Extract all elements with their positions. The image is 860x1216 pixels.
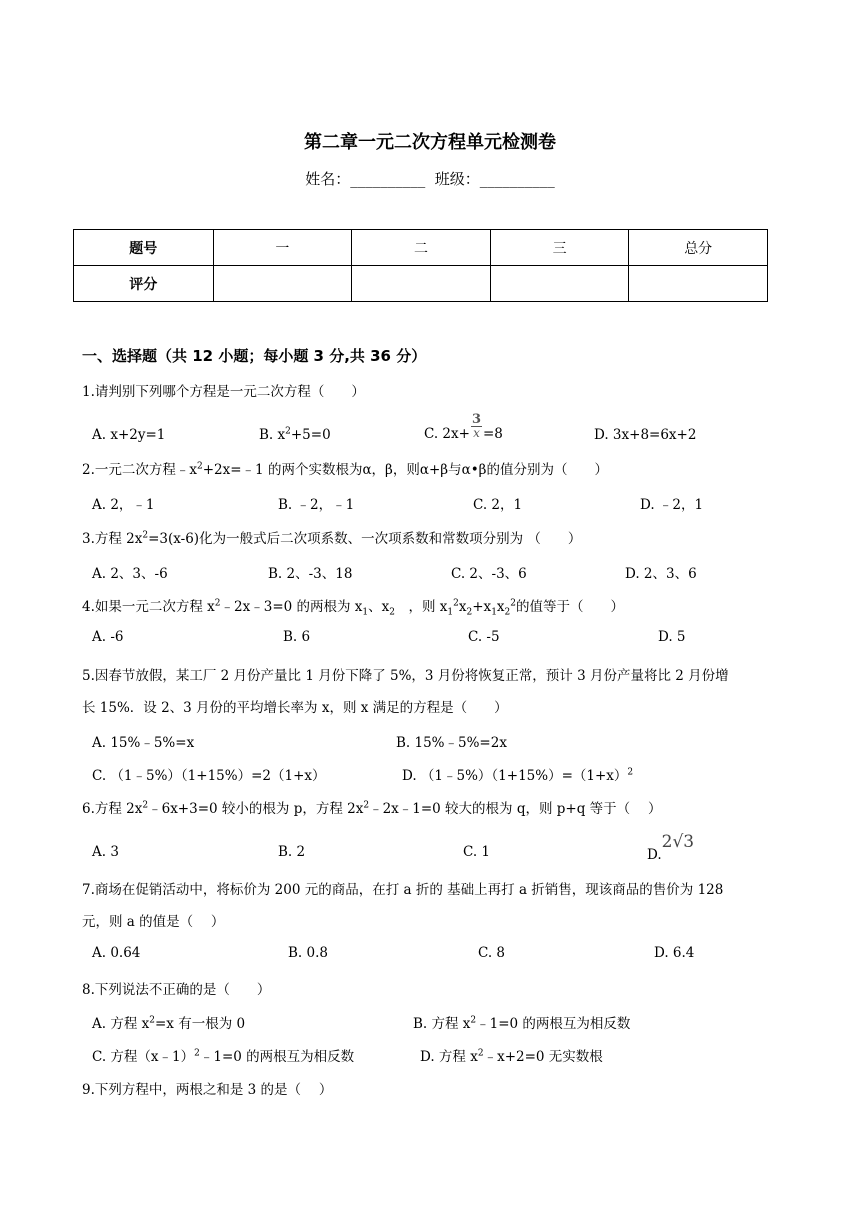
question-7-option-d: D. 6.4 xyxy=(654,945,695,961)
question-7-option-c: C. 8 xyxy=(478,945,506,961)
score-input-total[interactable] xyxy=(629,266,768,302)
score-input-part-1[interactable] xyxy=(213,266,352,302)
question-5-option-d: D. $(1﹣5\%)(1+15\%)=(1+x)^2$ xyxy=(402,767,634,784)
question-7-stem-line-2: 元，则 a 的值是（ ） xyxy=(82,914,225,930)
question-6-option-c: C. 1 xyxy=(463,844,491,860)
score-table-score-row xyxy=(74,266,768,302)
question-2-option-a: A. 2，﹣1 xyxy=(92,497,155,513)
question-1-option-c: C. 2x+ $\frac{3}{x}$ =8 xyxy=(424,412,503,442)
question-4-option-b: B. 6 xyxy=(283,629,311,645)
question-6-stem: 6.方程 $2x^2﹣6x+3=0$ 较小的根为 p，方程 $2x^2﹣2x﹣1=0$ 较大的根为 q，则 p+q 等于（ ） xyxy=(82,800,662,817)
question-3-stem: 3.方程 $2x^2=3(x-6)$化为一般式后二次项系数、一次项系数和常数项分别为 （ ） xyxy=(82,530,582,547)
class-label: 班级： xyxy=(434,170,480,188)
score-table xyxy=(73,229,768,302)
question-6-option-d: D.2√3 xyxy=(647,832,695,863)
question-3-option-b: B. 2、-3、18 xyxy=(268,566,353,582)
question-5-stem-line-2: 长 15%．设 2、3 月份的平均增长率为 x，则 x 满足的方程是（ ） xyxy=(82,700,508,716)
question-7-option-b: B. 0.8 xyxy=(288,945,328,961)
question-3-option-a: A. 2、3、-6 xyxy=(92,566,168,582)
question-9-stem: 9.下列方程中，两根之和是 3 的是（ ） xyxy=(82,1082,333,1098)
question-7-option-a: A. 0.64 xyxy=(92,945,141,961)
question-5-option-a: A. 15%﹣5%=x xyxy=(92,735,195,751)
question-4-option-a: A. -6 xyxy=(92,629,124,645)
question-1-stem: 1.请判别下列哪个方程是一元二次方程（ ） xyxy=(82,384,365,400)
name-blank: __________ xyxy=(350,170,426,188)
question-1-option-a: A. x+2y=1 xyxy=(92,427,166,443)
question-6-option-b: B. 2 xyxy=(278,844,306,860)
question-7-stem-line-1: 7.商场在促销活动中，将标价为 200 元的商品，在打 a 折的 基础上再打 a 折销售，现该商品的售价为 128 xyxy=(82,882,724,898)
score-cell-score-label: 评分 xyxy=(74,266,214,302)
question-8-option-d: D. 方程 $x^2﹣x+2=0$ 无实数根 xyxy=(420,1048,603,1065)
question-1-option-d: D. 3x+8=6x+2 xyxy=(594,427,697,443)
question-8-option-a: A. 方程 $x^2=x$ 有一根为 0 xyxy=(92,1015,246,1032)
score-cell-question-no: 题号 xyxy=(74,230,214,266)
question-3-option-c: C. 2、-3、6 xyxy=(451,566,527,582)
page-title: 第二章一元二次方程单元检测卷 xyxy=(304,132,556,153)
question-4-stem: 4.如果一元二次方程 $x^2﹣2x﹣3=0$ 的两根为 $x_1$、$x_2$ ，则 $x_1^2x_2+x_1x_2^2$的值等于（ ） xyxy=(82,598,625,618)
score-cell-part-3: 三 xyxy=(490,230,629,266)
question-2-option-b: B. ﹣2，﹣1 xyxy=(278,497,355,513)
score-cell-part-1: 一 xyxy=(213,230,352,266)
question-5-option-b: B. 15%﹣5%=2x xyxy=(396,735,507,751)
question-2-stem: 2.一元二次方程$﹣x^2+2x=﹣1$ 的两个实数根为α，β，则α+β与α•β的值分别为（ ） xyxy=(82,461,608,478)
score-input-part-3[interactable] xyxy=(490,266,629,302)
question-2-option-c: C. 2，1 xyxy=(473,497,523,513)
question-5-stem-line-1: 5.因春节放假，某工厂 2 月份产量比 1 月份下降了 5%，3 月份将恢复正常，预计 3 月份产量将比 2 月份增 xyxy=(82,668,729,684)
class-blank: __________ xyxy=(479,170,555,188)
student-info-line xyxy=(0,168,860,189)
question-8-option-b: B. 方程 $x^2﹣1=0$ 的两根互为相反数 xyxy=(413,1015,631,1032)
score-cell-part-2: 二 xyxy=(352,230,491,266)
question-4-option-c: C. -5 xyxy=(468,629,500,645)
question-4-option-d: D. 5 xyxy=(658,629,686,645)
question-8-stem: 8.下列说法不正确的是（ ） xyxy=(82,982,271,998)
radical: 2√3 xyxy=(661,832,695,852)
question-3-option-d: D. 2、3、6 xyxy=(625,566,697,582)
question-6-option-a: A. 3 xyxy=(92,844,119,860)
fraction: $\frac{3}{x}$ xyxy=(471,412,481,440)
question-5-option-c: C. （1﹣5%）（1+15%）=2（1+x） xyxy=(92,768,326,784)
score-cell-total: 总分 xyxy=(629,230,768,266)
name-label: 姓名： xyxy=(305,170,351,188)
score-table-header-row xyxy=(74,230,768,266)
question-2-option-d: D. ﹣2，1 xyxy=(640,497,704,513)
question-1-option-b: B. $x^2+5=0$ xyxy=(259,426,331,443)
section-heading: 一、选择题（共 12 小题；每小题 3 分,共 36 分） xyxy=(82,347,427,365)
score-input-part-2[interactable] xyxy=(352,266,491,302)
question-8-option-c: C. 方程（x﹣1）$^2$﹣1=0 的两根互为相反数 xyxy=(92,1048,355,1065)
